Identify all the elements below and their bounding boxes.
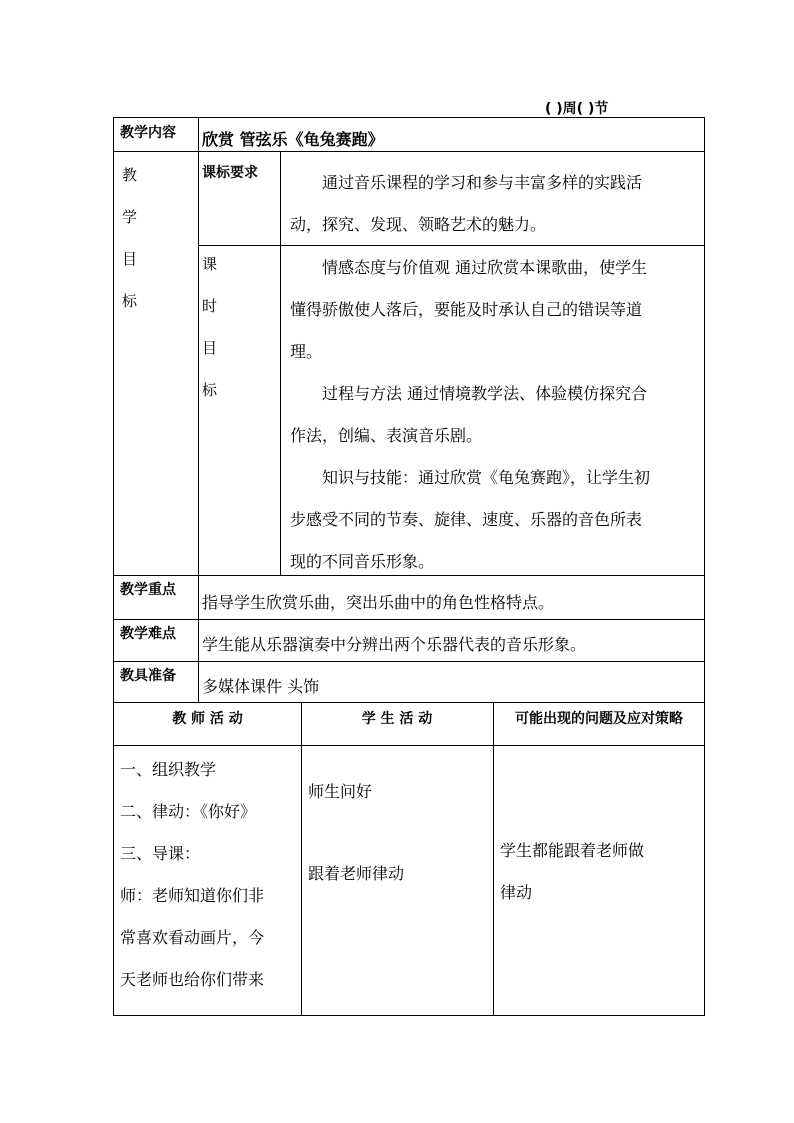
student-greeting: 师生问好 <box>308 782 373 801</box>
strategy-text: 学生都能跟着老师做 律动 <box>500 841 645 902</box>
curriculum-label: 课标要求 <box>202 165 258 181</box>
row-divider <box>114 151 704 152</box>
difficulty-label: 教学难点 <box>120 626 176 642</box>
week-section-header: ( )周( )节 <box>545 101 609 117</box>
curriculum-text: 通过音乐课程的学习和参与丰富多样的实践活 动，探究、发现、领略艺术的魅力。 <box>290 173 643 234</box>
key-point-value: 指导学生欣赏乐曲，突出乐曲中的角色性格特点。 <box>202 593 555 612</box>
student-rhythm: 跟着老师律动 <box>308 864 405 883</box>
activities-table <box>113 702 705 1016</box>
column-divider <box>493 703 494 1015</box>
row-divider <box>114 745 704 746</box>
teacher-activity-header: 教 师 活 动 <box>172 711 243 727</box>
student-activity-header: 学 生 活 动 <box>361 711 433 727</box>
column-divider <box>301 703 302 1015</box>
lesson-objectives-text: 情感态度与价值观 通过欣赏本课歌曲，使学生 懂得骄傲使人落后，要能及时承认自己的错误等道 理。 过程与方法 通过情境教学法、体验模仿探究合 作法，创编、表演音乐剧。 知识与技能：通过欣赏《龟兔赛跑》，让学生初 步感受不同的节奏、旋律、速度、乐器的音色所表 现的不同音乐形象。 <box>290 258 651 571</box>
column-divider <box>280 151 281 575</box>
row-divider <box>114 619 704 620</box>
tools-value: 多媒体课件 头饰 <box>202 677 320 696</box>
lesson-plan-table <box>113 117 705 703</box>
teacher-activity-text: 一、组织教学 二、律动：《你好》 三、导课： 师：老师知道你们非 常喜欢看动画片，今 天老师也给你们带来 <box>120 760 265 989</box>
content-label: 教学内容 <box>120 125 176 141</box>
strategy-header: 可能出现的问题及应对策略 <box>515 711 683 727</box>
objectives-label: 教 学 目 标 <box>122 166 138 310</box>
lesson-objectives-label: 课 时 目 标 <box>202 255 218 399</box>
content-value: 欣赏 管弦乐《龟兔赛跑》 <box>202 130 384 149</box>
column-divider <box>198 118 199 702</box>
row-divider <box>114 661 704 662</box>
tools-label: 教具准备 <box>120 668 176 684</box>
difficulty-value: 学生能从乐器演奏中分辨出两个乐器代表的音乐形象。 <box>202 635 587 654</box>
key-point-label: 教学重点 <box>120 582 176 598</box>
